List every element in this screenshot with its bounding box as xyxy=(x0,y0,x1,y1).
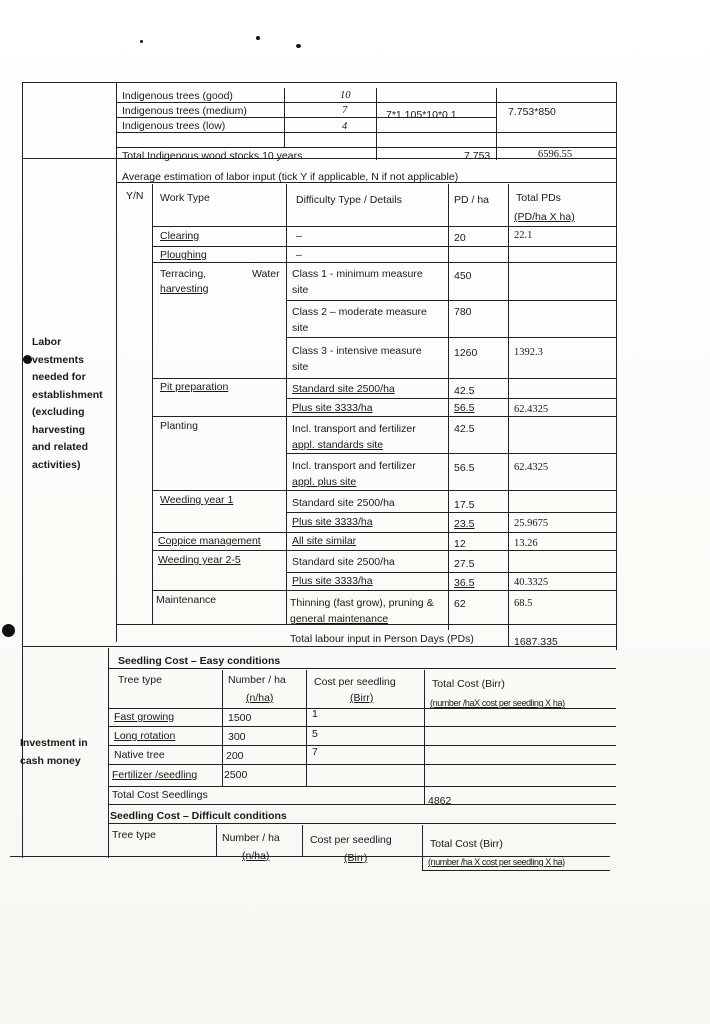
wood-row-value: 10 xyxy=(340,90,351,101)
seedling-number: 2500 xyxy=(224,769,248,781)
difficulty: Plus site 3333/ha xyxy=(292,402,373,414)
difficulty: Standard site 2500/ha xyxy=(292,383,395,395)
seedling-number: 1500 xyxy=(228,712,252,724)
easy-header-cost-sub: (Birr) xyxy=(350,692,374,704)
difficult-header-number: Number / ha xyxy=(222,832,280,844)
work-type: Clearing xyxy=(160,230,200,242)
difficult-header-number-sub: (n/ha) xyxy=(242,850,270,862)
work-type: Weeding year 2-5 xyxy=(158,554,241,566)
difficulty: Class 3 - intensive measure xyxy=(292,345,422,357)
seedling-tree-type: Fast growing xyxy=(114,711,175,723)
pd-value: 17.5 xyxy=(454,499,475,511)
pd-value: 23.5 xyxy=(454,518,475,530)
seedling-tree-type: Fertilizer /seedling xyxy=(112,769,198,781)
wood-row-name: Indigenous trees (good) xyxy=(122,90,233,102)
top-border xyxy=(22,82,616,83)
easy-header-total: Total Cost (Birr) xyxy=(432,678,505,690)
difficulty: Plus site 3333/ha xyxy=(292,575,373,587)
work-type: Coppice management xyxy=(158,535,261,547)
easy-total-value: 4862 xyxy=(428,795,452,807)
difficulty: Standard site 2500/ha xyxy=(292,497,395,509)
work-type: Terracing, xyxy=(160,268,207,280)
difficulty: – xyxy=(296,249,302,261)
difficult-header-tree: Tree type xyxy=(112,829,156,841)
difficulty: Plus site 3333/ha xyxy=(292,516,373,528)
difficult-header-total-sub: (number /ha X cost per seedling X ha) xyxy=(428,857,565,867)
work-type-line2: harvesting xyxy=(160,283,209,295)
seedling-tree-type: Long rotation xyxy=(114,730,176,742)
header-total: Total PDs xyxy=(516,192,561,204)
pd-value: 450 xyxy=(454,270,472,282)
difficult-header-cost-sub: (Birr) xyxy=(344,852,368,864)
difficulty: – xyxy=(296,230,302,242)
total-pd: 1392.3 xyxy=(514,347,543,358)
pd-value: 20 xyxy=(454,232,466,244)
difficulty: Class 1 - minimum measure xyxy=(292,268,423,280)
total-pd: 68.5 xyxy=(514,598,533,609)
seedling-cost: 7 xyxy=(312,746,318,758)
easy-total-label: Total Cost Seedlings xyxy=(112,789,208,801)
difficulty: Thinning (fast grow), pruning & xyxy=(290,597,434,609)
easy-header-tree: Tree type xyxy=(118,674,162,686)
difficulty-line2: general maintenance xyxy=(290,613,389,625)
work-type: Planting xyxy=(160,420,198,432)
header-total-sub: (PD/ha X ha) xyxy=(514,211,575,223)
total-pd: 62.4325 xyxy=(514,462,549,473)
section-divider xyxy=(108,648,109,858)
labor-section-label: Labor vestments needed for establishment (excluding harvesting and related activities) xyxy=(32,334,103,474)
pd-value: 56.5 xyxy=(454,402,475,414)
header-work-type: Work Type xyxy=(160,192,210,204)
seedling-number: 300 xyxy=(228,731,246,743)
ink-speck xyxy=(256,36,260,40)
pd-value: 42.5 xyxy=(454,385,475,397)
wood-row-name: Indigenous trees (medium) xyxy=(122,105,247,117)
wood-row-value: 4 xyxy=(342,121,348,132)
difficulty-line2: appl. standards site xyxy=(292,439,384,451)
difficulty-line2: site xyxy=(292,284,309,296)
pd-value: 56.5 xyxy=(454,462,475,474)
easy-header-number: Number / ha xyxy=(228,674,286,686)
pd-value: 12 xyxy=(454,538,466,550)
wood-result: 7.753*850 xyxy=(508,106,556,118)
difficult-header-cost: Cost per seedling xyxy=(310,834,392,846)
ink-speck xyxy=(296,44,301,48)
labor-total-label: Total labour input in Person Days (PDs) xyxy=(290,633,474,645)
pd-value: 1260 xyxy=(454,347,478,359)
pd-value: 36.5 xyxy=(454,577,475,589)
easy-header-number-sub: (n/ha) xyxy=(246,692,274,704)
work-type: Pit preparation xyxy=(160,381,229,393)
seedling-cost: 1 xyxy=(312,708,318,720)
seedling-tree-type: Native tree xyxy=(114,749,165,761)
labor-total-value: 1687.335 xyxy=(514,636,558,648)
easy-header-cost: Cost per seedling xyxy=(314,676,396,688)
difficulty-line2: site xyxy=(292,361,309,373)
difficulty: Incl. transport and fertilizer xyxy=(292,423,416,435)
pd-value: 42.5 xyxy=(454,423,475,435)
total-pd: 25.9675 xyxy=(514,518,549,529)
ink-speck xyxy=(140,40,143,43)
header-yn: Y/N xyxy=(126,190,144,202)
wood-formula: 7*1.105*10*0.1 xyxy=(386,109,457,121)
header-difficulty: Difficulty Type / Details xyxy=(296,194,402,206)
difficult-title: Seedling Cost – Difficult conditions xyxy=(110,810,287,822)
header-pd: PD / ha xyxy=(454,194,490,206)
wood-row-name: Indigenous trees (low) xyxy=(122,120,226,132)
pd-value: 780 xyxy=(454,306,472,318)
section-separator xyxy=(22,158,616,159)
difficulty: All site similar xyxy=(292,535,357,547)
easy-header-total-sub: (number /haX cost per seedling X ha) xyxy=(430,698,565,708)
difficult-header-total: Total Cost (Birr) xyxy=(430,838,503,850)
difficulty-line2: site xyxy=(292,322,309,334)
investment-section-label: Investment in cash money xyxy=(20,737,88,767)
total-pd: 40.3325 xyxy=(514,577,549,588)
work-type: Ploughing xyxy=(160,249,207,261)
punch-hole xyxy=(2,624,15,637)
difficulty-line2: appl. plus site xyxy=(292,476,357,488)
wood-total-handwritten: 6596.55 xyxy=(538,149,573,160)
total-pd: 62.4325 xyxy=(514,404,549,415)
section-divider xyxy=(116,82,117,642)
total-pd: 22.1 xyxy=(514,230,533,241)
wood-total-value: 7.753 xyxy=(464,150,491,162)
seedling-cost: 5 xyxy=(312,728,318,740)
work-type-extra: Water xyxy=(252,268,280,280)
work-type: Maintenance xyxy=(156,594,217,606)
difficulty: Standard site 2500/ha xyxy=(292,556,395,568)
easy-title: Seedling Cost – Easy conditions xyxy=(118,655,281,667)
wood-row-value: 7 xyxy=(342,105,348,116)
difficulty: Class 2 – moderate measure xyxy=(292,306,427,318)
seedling-number: 200 xyxy=(226,750,244,762)
wood-total-label: Total Indigenous wood stocks 10 years xyxy=(122,150,303,162)
pd-value: 27.5 xyxy=(454,558,475,570)
difficulty: Incl. transport and fertilizer xyxy=(292,460,416,472)
pd-value: 62 xyxy=(454,598,466,610)
right-border xyxy=(616,82,617,650)
total-pd: 13.26 xyxy=(514,538,538,549)
work-type: Weeding year 1 xyxy=(160,494,234,506)
labor-title: Average estimation of labor input (tick Y if applicable, N if not applicable) xyxy=(122,171,459,183)
